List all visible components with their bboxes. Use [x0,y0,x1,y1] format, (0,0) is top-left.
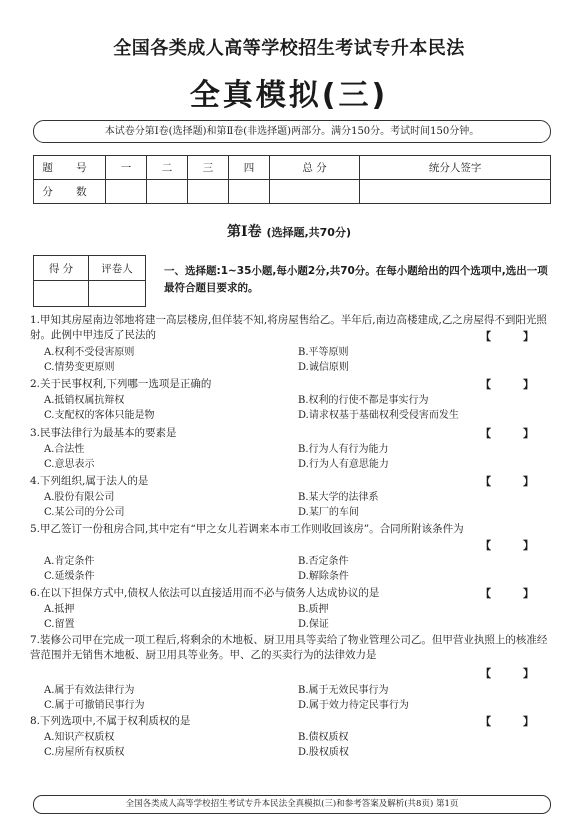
answer-bracket: 【 】 [480,475,548,488]
option-b: B.平等原则 [298,347,349,358]
score-value-cell [146,180,187,204]
exam-notice: 本试卷分第Ⅰ卷(选择题)和第Ⅱ卷(非选择题)两部分。满分150分。考试时间150分钟。 [33,120,551,143]
answer-bracket: 【 】 [480,378,548,391]
score-value-cell [269,180,359,204]
score-row-label: 分 数 [34,180,106,204]
exam-title: 全国各类成人高等学校招生考试专升本民法 [113,38,465,59]
question-stem: 5.甲乙签订一份租房合同,其中定有“甲之女儿若调来本市工作则收回该房”。合同所附该条件为 [30,523,464,535]
question-4 [30,474,550,521]
option-a: A.股份有限公司 [44,492,115,503]
question-stem: 4.下列组织,属于法人的是 [30,475,149,487]
option-a: A.合法性 [44,444,85,455]
option-d: D.保证 [298,619,329,630]
option-a: A.知识产权质权 [44,732,115,743]
question-stem: 3.民事法律行为最基本的要素是 [30,427,177,439]
score-table-value-row [34,180,551,204]
option-d: D.请求权基于基础权利受侵害而发生 [298,410,459,421]
part-title [0,221,578,241]
score-header-cell: 三 [187,156,228,180]
grader-score-cell [34,281,89,307]
question-stem: 6.在以下担保方式中,债权人依法可以直接适用而不必与债务人达成协议的是 [30,587,380,599]
grader-name-label: 评卷人 [89,256,146,281]
option-c: C.情势变更原则 [44,362,115,373]
option-d: D.行为人有意思能力 [298,459,389,470]
score-header-cell: 一 [106,156,147,180]
option-c: C.属于可撤销民事行为 [44,700,145,711]
option-b: B.债权质权 [298,732,349,743]
option-d: D.诚信原则 [298,362,349,373]
answer-bracket: 【 】 [480,330,548,343]
page-footer: 全国各类成人高等学校招生考试专升本民法全真模拟(三)和参考答案及解析(共8页) 第1页 [33,795,551,814]
question-3 [30,426,550,473]
question-stem: 1.甲知其房屋南边邻地将建一高层楼房,但佯装不知,将房屋售给乙。半年后,南边高楼建成,乙之房屋得不到阳光照射。此例中甲违反了民法的 [30,314,547,341]
option-a: A.肯定条件 [44,556,95,567]
answer-bracket: 【 】 [480,587,548,600]
answer-bracket: 【 】 [480,715,548,728]
score-header-cell: 二 [146,156,187,180]
option-b: B.否定条件 [298,556,349,567]
option-a: A.抵销权属抗辩权 [44,395,125,406]
question-1 [30,313,550,375]
score-value-cell [106,180,147,204]
answer-bracket: 【 】 [480,539,548,552]
question-stem: 2.关于民事权利,下列哪一选项是正确的 [30,378,212,390]
question-stem: 7.装修公司甲在完成一项工程后,将剩余的木地板、厨卫用具等卖给了物业管理公司乙。但甲营业执照上的核准经营范围并无销售木地板、厨卫用具等业务。甲、乙的买卖行为的法律效力是 [30,634,548,661]
option-c: C.房屋所有权质权 [44,747,125,758]
option-b: B.质押 [298,604,329,615]
question-5 [30,522,550,584]
option-b: B.某大学的法律系 [298,492,379,503]
grader-score-label: 得 分 [34,256,89,281]
section-instructions: 一、选择题:1~35小题,每小题2分,共70分。在每小题给出的四个选项中,选出一项最符合题目要求的。 [164,265,548,294]
question-8 [30,714,550,761]
option-c: C.意思表示 [44,459,95,470]
score-header-cell: 统分人签字 [360,156,551,180]
part-title-sub: (选择题,共70分) [266,226,351,239]
option-b: B.行为人有行为能力 [298,444,389,455]
option-a: A.属于有效法律行为 [44,685,135,696]
option-b: B.属于无效民事行为 [298,685,389,696]
score-table-header-row [34,156,551,180]
option-c: C.某公司的分公司 [44,507,125,518]
option-d: D.解除条件 [298,571,349,582]
option-d: D.股权质权 [298,747,349,758]
question-stem: 8.下列选项中,不属于权利质权的是 [30,715,191,727]
option-d: D.属于效力待定民事行为 [298,700,409,711]
question-6 [30,586,550,633]
option-c: C.延缓条件 [44,571,95,582]
score-value-cell [360,180,551,204]
question-2 [30,377,550,424]
option-a: A.权利不受侵害原则 [44,347,135,358]
score-header-cell: 题 号 [34,156,106,180]
option-a: A.抵押 [44,604,75,615]
part-title-main: 第Ⅰ卷 [227,224,262,240]
option-c: C.留置 [44,619,75,630]
option-b: B.权利的行使不都是事实行为 [298,395,429,406]
score-value-cell [228,180,269,204]
exam-subtitle: 全真模拟(三) [189,78,389,113]
option-c: C.支配权的客体只能是物 [44,410,155,421]
answer-bracket: 【 】 [480,427,548,440]
grader-table [33,255,146,307]
option-d: D.某厂的车间 [298,507,359,518]
answer-bracket: 【 】 [480,667,548,680]
question-7 [30,633,550,713]
score-value-cell [187,180,228,204]
score-header-cell: 四 [228,156,269,180]
score-header-cell: 总 分 [269,156,359,180]
score-table [33,155,551,204]
grader-name-cell [89,281,146,307]
